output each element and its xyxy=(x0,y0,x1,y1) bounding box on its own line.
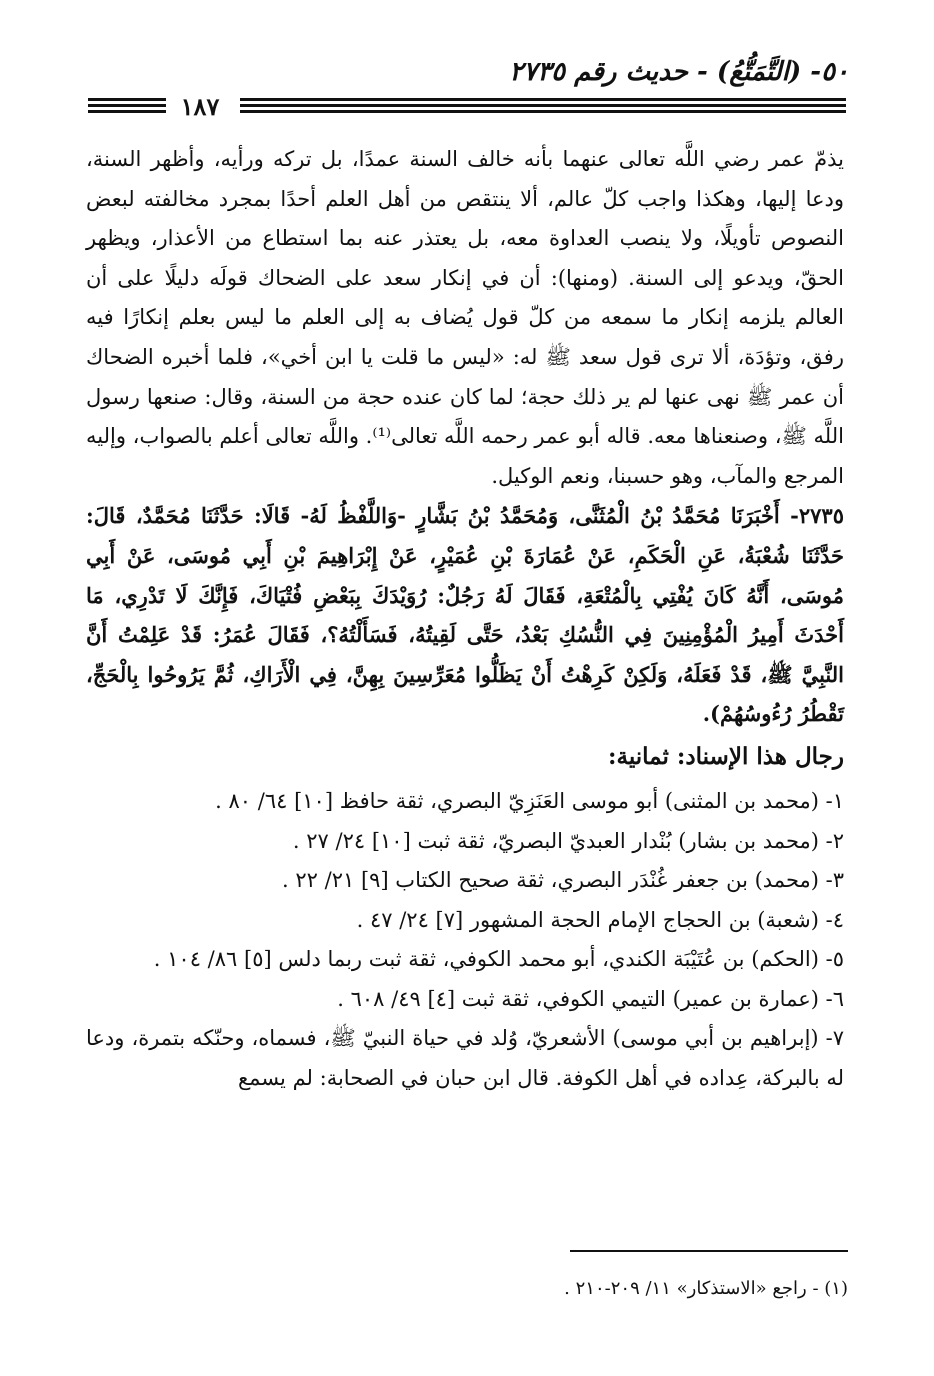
narrator-item: ٦- (عمارة بن عمير) التيمي الكوفي، ثقة ثبت [٤] ٤٩/ ٦٠٨ . xyxy=(337,986,844,1011)
running-header-title: ٥٠- (التَّمَتُّعُ) - حديث رقم ٢٧٣٥ xyxy=(509,57,849,87)
narrator-item: ٧- (إبراهيم بن أبي موسى) الأشعريّ، وُلد في حياة النبيّ ﷺ، فسماه، وحنّكه بتمرة، ودعا له بالبركة، عِداده في أهل الكوفة. قال ابن حبان في الصحابة: لم يسمع xyxy=(86,1026,844,1091)
header-rule-left-1 xyxy=(88,98,166,101)
narrator-item: ٢- (محمد بن بشار) بُنْدار العبديّ البصريّ، ثقة ثبت [١٠] ٢٤/ ٢٧ . xyxy=(292,828,844,853)
main-text xyxy=(86,140,844,1099)
header-rule-left-3 xyxy=(88,110,166,113)
narrator-item: ١- (محمد بن المثنى) أبو موسى العَنَزِيّ البصري، ثقة حافظ [١٠] ٦٤/ ٨٠ . xyxy=(215,788,844,813)
section-heading: رجال هذا الإسناد: ثمانية: xyxy=(608,742,844,770)
narrator-item: ٤- (شعبة) بن الحجاج الإمام الحجة المشهور [٧] ٢٤/ ٤٧ . xyxy=(356,907,844,932)
narrator-item: ٥- (الحكم) بن عُتَيْبَة الكندي، أبو محمد الكوفي، ثقة ثبت ربما دلس [٥] ٨٦/ ١٠٤ . xyxy=(153,947,844,972)
header-rule-right-3 xyxy=(240,110,846,113)
narrator-list xyxy=(86,782,844,1099)
hadith-text: ٢٧٣٥- أَخْبَرَنَا مُحَمَّدُ بْنُ الْمُثَنَّى، وَمُحَمَّدُ بْنُ بَشَّارٍ -وَاللَّفْظُ لَهُ- قَالَا: حَدَّثَنَا مُحَمَّدٌ، قَالَ: حَدَّثَنَا شُعْبَةُ، عَنِ الْحَكَمِ، عَنْ عُمَارَةَ بْنِ عُمَيْرٍ، عَنْ إِبْرَاهِيمَ بْنِ أَبِي مُوسَى، عَنْ أَبِي مُوسَى، أَنَّهُ كَانَ يُفْتِي بِالْمُتْعَةِ، فَقَالَ لَهُ رَجُلٌ: رُوَيْدَكَ بِبَعْضِ فُتْيَاكَ، فَإِنَّكَ لَا تَدْرِي، مَا أَحْدَثَ أَمِيرُ الْمُؤْمِنِينَ فِي النُّسُكِ بَعْدُ، حَتَّى لَقِيتُهُ، فَسَأَلْتُهُ؟، فَقَالَ عُمَرُ: قَدْ عَلِمْتُ أَنَّ النَّبِيَّ ﷺ، قَدْ فَعَلَهُ، وَلَكِنْ كَرِهْتُ أَنْ يَظَلُّوا مُعَرِّسِينَ بِهِنَّ، فِي الْأَرَاكِ، ثُمَّ يَرُوحُوا بِالْحَجِّ، تَقْطُرُ رُءُوسُهُمْ). xyxy=(86,503,844,727)
page-number: ١٨٧ xyxy=(180,92,220,121)
header-rule-right-2 xyxy=(240,104,846,107)
commentary-paragraph: يذمّ عمر رضي اللَّه تعالى عنهما بأنه خالف السنة عمدًا، بل تركه ورأيه، وأظهر السنة، ودعا إليها، وهكذا واجب كلّ عالم، ألا ينتقص من أهل العلم أحدًا بمجرد مخالفته لبعض النصوص تأويلًا، ولا ينصب العداوة معه، بل يعتذر عنه بما استطاع من الأعذار، ويظهر الحقّ، ويدعو إلى السنة. (ومنها): أن في إنكار سعد على الضحاك قولَه دليلًا على أن العالم يلزمه إنكار ما سمعه من كلّ قول يُضاف به إلى العلم ما ليس بعلم إنكارًا فيه رفق، وتؤدَة، ألا ترى قول سعد ﷺ له: «ليس ما قلت يا ابن أخي»، فلما أخبره الضحاك أن عمر ﷺ نهى عنها لم ير ذلك حجة؛ لما كان عنده حجة من السنة، وقال: صنعها رسول اللَّه ﷺ، وصنعناها معه. قاله أبو عمر رحمه اللَّه تعالى⁽¹⁾. واللَّه تعالى أعلم بالصواب، وإليه المرجع والمآب، وهو حسبنا، ونعم الوكيل. xyxy=(86,147,844,488)
footnote-divider xyxy=(570,1250,848,1252)
footnote: (١) - راجع «الاستذكار» ١١/ ٢٠٩-٢١٠ . xyxy=(564,1278,848,1299)
narrator-item: ٣- (محمد) بن جعفر غُنْدَر البصري، ثقة صحيح الكتاب [٩] ٢١/ ٢٢ . xyxy=(282,868,844,893)
header-rule-left-2 xyxy=(88,104,166,107)
header-rule-right-1 xyxy=(240,98,846,101)
